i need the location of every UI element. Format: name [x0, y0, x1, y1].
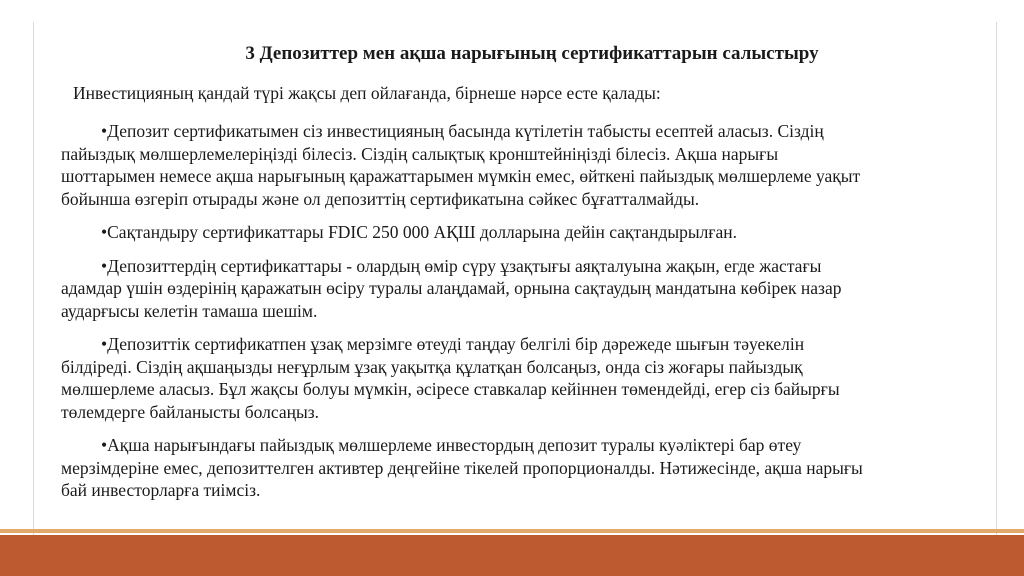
paragraph-line: мерзімдеріне емес, депозиттелген активтер деңгейіне тікелей пропорционалды. Нәтижесінде, ақша нарығы: [61, 457, 863, 478]
paragraph-money-market-rate: [61, 434, 991, 502]
paragraph-long-term-risk: [61, 333, 991, 423]
paragraph-line: •Ақша нарығындағы пайыздық мөлшерлеме инвестордың депозит туралы куәліктері бар өтеу: [101, 435, 802, 455]
paragraph-line: •Депозиттік сертификатпен ұзақ мерзімге өтеуді таңдау белгілі бір дәрежеде шығын тәуекелін: [101, 334, 805, 354]
paragraph-elderly: [61, 255, 991, 323]
paragraph-line: бай инвесторларға тиімсіз.: [61, 480, 261, 500]
right-border-line: [996, 22, 997, 536]
paragraph-line: төлемдерге байланысты болсаңыз.: [61, 401, 320, 422]
paragraph-line: аударғысы келетін тамаша шешім.: [61, 300, 318, 321]
accent-stripe: [0, 529, 1024, 533]
paragraph-line: пайыздық мөлшерлемелеріңізді білесіз. Сіздің салықтық кронштейніңізді білесіз. Ақша нарығы: [61, 143, 779, 164]
slide-body: [61, 120, 991, 513]
paragraph-line: мөлшерлеме аласыз. Бұл жақсы болуы мүмкін, әсіресе ставкалар кейіннен төмендейді, егер сіз байырғы: [61, 379, 840, 399]
paragraph-deposit-certificate: [61, 120, 991, 210]
paragraph-line: •Депозиттердің сертификаттары - олардың өмір сүру ұзақтығы аяқталуына жақын, егде жастағы: [101, 255, 822, 276]
paragraph-line: •Депозит сертификатымен сіз инвестицияның басында күтілетін табысты есептей аласыз. Сіздің: [101, 121, 824, 141]
paragraph-line: •Сақтандыру сертификаттары FDIC 250 000 АҚШ долларына дейін сақтандырылған.: [101, 222, 738, 242]
paragraph-insurance: [61, 221, 991, 244]
footer-accent-bar: [0, 535, 1024, 576]
slide-title: 3 Депозиттер мен ақша нарығының сертификаттарын салыстыру: [245, 43, 819, 64]
paragraph-line: білдіреді. Сіздің ақшаңызды неғұрлым ұзақ уақытқа құлатқан болсаңыз, онда сіз жоғары пайыздық: [61, 356, 803, 377]
paragraph-line: шоттарымен немесе ақша нарығының қаражаттарымен мүмкін емес, өйткені пайыздық мөлшерлеме уақыт: [61, 166, 861, 186]
intro-text: Инвестицияның қандай түрі жақсы деп ойлағанда, бірнеше нәрсе есте қалады:: [73, 83, 661, 103]
paragraph-line: адамдар үшін өздерінің қаражатын өсіру туралы алаңдамай, орнына сақтаудың мандатына көбірек назар: [61, 278, 842, 298]
left-border-line: [33, 22, 34, 536]
paragraph-line: бойынша өзгеріп отырады және ол депозиттің сертификатына сәйкес бұғатталмайды.: [61, 188, 700, 209]
